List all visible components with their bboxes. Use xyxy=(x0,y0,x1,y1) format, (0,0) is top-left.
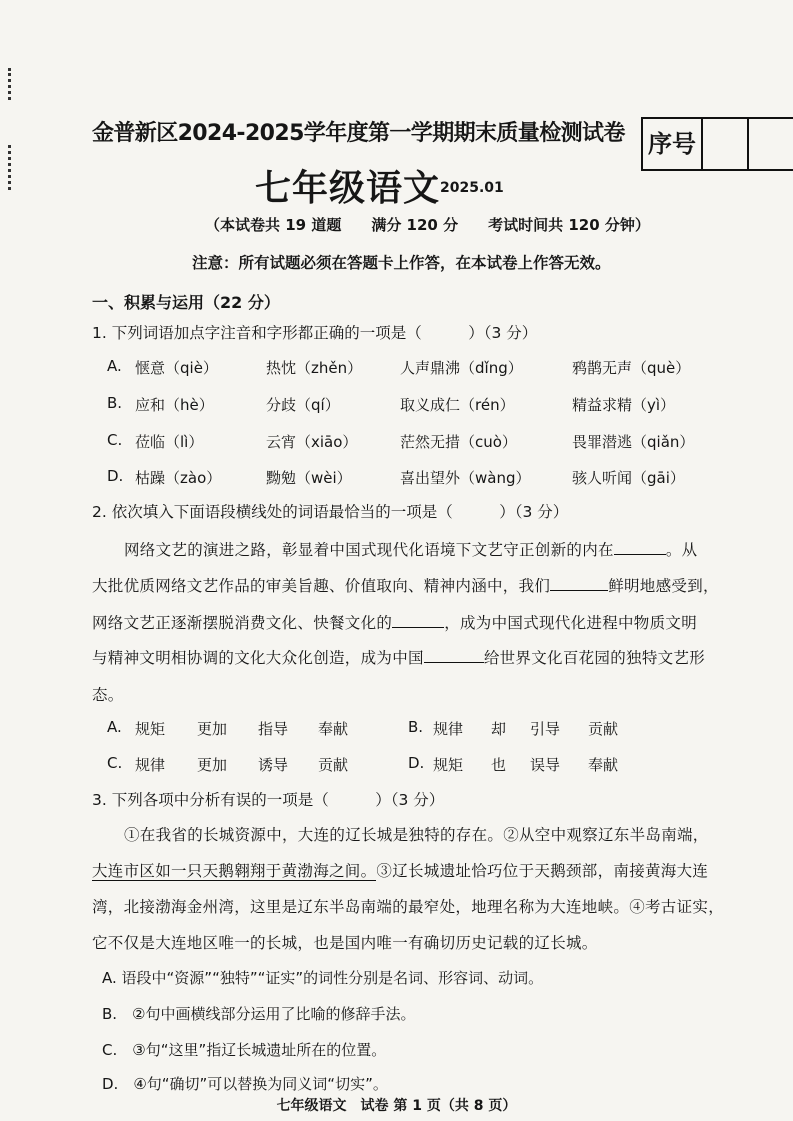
q2-passage-line-5: 态。 xyxy=(92,686,124,704)
q2-option-c-word-3: 诱导 xyxy=(258,756,289,774)
q1-option-c-word-3: 茫然无措（cuò） xyxy=(400,433,517,451)
serial-label: 序号 xyxy=(643,119,703,169)
q3-passage-line-2: 大连市区如一只天鹅翱翔于黄渤海之间。③辽长城遗址恰巧位于天鹅颈部，南接黄海大连 xyxy=(92,862,709,880)
q2-option-c-word-2: 更加 xyxy=(197,756,228,774)
q3-passage-line-4: 它不仅是大连地区唯一的长城，也是国内唯一有确切历史记载的辽长城。 xyxy=(92,934,598,952)
question-1-stem: 1. 下列词语加点字注音和字形都正确的一项是（ ）（3 分） xyxy=(92,324,538,342)
q2-option-d-word-2: 也 xyxy=(491,756,507,774)
q1-option-a-word-3: 人声鼎沸（dǐng） xyxy=(400,359,523,377)
q2-option-d-word-3: 误导 xyxy=(530,756,561,774)
section-title: 一、积累与运用（22 分） xyxy=(92,293,280,312)
fill-blank-2 xyxy=(550,576,608,591)
q3-option-d: D. ④句“确切”可以替换为同义词“切实”。 xyxy=(102,1075,388,1093)
q1-option-a-word-1: 惬意（qiè） xyxy=(135,359,218,377)
q1-option-b-word-1: 应和（hè） xyxy=(135,396,214,414)
underlined-metaphor: 大连市区如一只天鹅翱翔于黄渤海之间。 xyxy=(92,862,377,880)
subject-title: 七年级语文 xyxy=(255,168,441,209)
fill-blank-4 xyxy=(424,648,484,663)
q3-option-a: A. 语段中“资源”“独特”“证实”的词性分别是名词、形容词、动词。 xyxy=(102,969,544,987)
q1-option-d-word-1: 枯躁（zào） xyxy=(135,469,222,487)
q1-option-a-label: A. xyxy=(107,357,122,375)
q1-option-a-word-2: 热忱（zhěn） xyxy=(266,359,363,377)
q2-option-a-label: A. xyxy=(107,718,122,736)
q1-option-d-word-4: 骇人听闻（gāi） xyxy=(572,469,685,487)
q1-option-d-word-2: 黝勉（wèi） xyxy=(266,469,352,487)
page-footer: 七年级语文 试卷 第 1 页（共 8 页） xyxy=(276,1098,517,1114)
q2-option-c-label: C. xyxy=(107,754,123,772)
q3-passage-line-3: 湾，北接渤海金州湾，这里是辽东半岛南端的最窄处，地理名称为大连地峡。④考古证实， xyxy=(92,898,725,916)
question-2-stem: 2. 依次填入下面语段横线处的词语最恰当的一项是（ ）（3 分） xyxy=(92,503,569,521)
binding-margin-mark xyxy=(8,68,14,100)
q2-option-b-label: B. xyxy=(408,718,424,736)
q2-option-a-word-1: 规矩 xyxy=(135,720,166,738)
q1-option-a-word-4: 鸦鹊无声（què） xyxy=(572,359,691,377)
q1-option-b-label: B. xyxy=(107,394,123,412)
q2-option-b-word-2: 却 xyxy=(491,720,507,738)
q3-passage-line-1: ①在我省的长城资源中，大连的辽长城是独特的存在。②从空中观察辽东半岛南端， xyxy=(124,826,709,844)
q2-option-d-label: D. xyxy=(408,754,425,772)
exam-title: 金普新区2024-2025学年度第一学期期末质量检测试卷 xyxy=(92,121,625,146)
serial-number-box xyxy=(641,117,793,171)
exam-info xyxy=(205,214,650,235)
q3-option-c: C. ③句“这里”指辽长城遗址所在的位置。 xyxy=(102,1041,387,1059)
q2-option-b-word-3: 引导 xyxy=(530,720,561,738)
q1-option-c-word-4: 畏罪潜逃（qiǎn） xyxy=(572,433,695,451)
fill-blank-1 xyxy=(614,540,666,555)
serial-cell-divider xyxy=(747,119,749,169)
q1-option-d-label: D. xyxy=(107,467,124,485)
info-questions: （本试卷共 19 道题 xyxy=(205,216,342,234)
binding-margin-mark xyxy=(8,145,14,190)
q2-passage-line-2: 大批优质网络文艺作品的审美旨趣、价值取向、精神内涵中，我们 鲜明地感受到， xyxy=(92,577,719,595)
q1-option-b-word-4: 精益求精（yì） xyxy=(572,396,676,414)
q1-option-c-label: C. xyxy=(107,431,123,449)
info-time: 考试时间共 120 分钟） xyxy=(488,216,650,234)
q2-passage-line-1: 网络文艺的演进之路，彰显着中国式现代化语境下文艺守正创新的内在 。从 xyxy=(124,541,698,559)
q2-option-a-word-3: 指导 xyxy=(258,720,289,738)
q2-option-a-word-2: 更加 xyxy=(197,720,228,738)
info-score: 满分 120 分 xyxy=(371,216,459,234)
q2-option-c-word-1: 规律 xyxy=(135,756,166,774)
exam-date: 2025.01 xyxy=(440,180,504,196)
q1-option-c-word-1: 莅临（lì） xyxy=(135,433,204,451)
q2-option-d-word-4: 奉献 xyxy=(588,756,619,774)
q1-option-b-word-2: 分歧（qí） xyxy=(266,396,340,414)
q2-option-b-word-1: 规律 xyxy=(433,720,464,738)
q3-option-b: B. ②句中画横线部分运用了比喻的修辞手法。 xyxy=(102,1005,416,1023)
q2-option-b-word-4: 贡献 xyxy=(588,720,619,738)
question-3-stem: 3. 下列各项中分析有误的一项是（ ）（3 分） xyxy=(92,791,445,809)
exam-notice: 注意：所有试题必须在答题卡上作答，在本试卷上作答无效。 xyxy=(192,254,611,272)
q2-option-a-word-4: 奉献 xyxy=(318,720,349,738)
q1-option-d-word-3: 喜出望外（wàng） xyxy=(400,469,531,487)
fill-blank-3 xyxy=(392,613,444,628)
q2-passage-line-4: 与精神文明相协调的文化大众化创造，成为中国 给世界文化百花园的独特文艺形 xyxy=(92,649,706,667)
q2-passage-line-3: 网络文艺正逐渐摆脱消费文化、快餐文化的 ，成为中国式现代化进程中物质文明 xyxy=(92,614,698,632)
q1-option-c-word-2: 云宵（xiāo） xyxy=(266,433,358,451)
q1-option-b-word-3: 取义成仁（rén） xyxy=(400,396,515,414)
q2-option-d-word-1: 规矩 xyxy=(433,756,464,774)
q2-option-c-word-4: 贡献 xyxy=(318,756,349,774)
